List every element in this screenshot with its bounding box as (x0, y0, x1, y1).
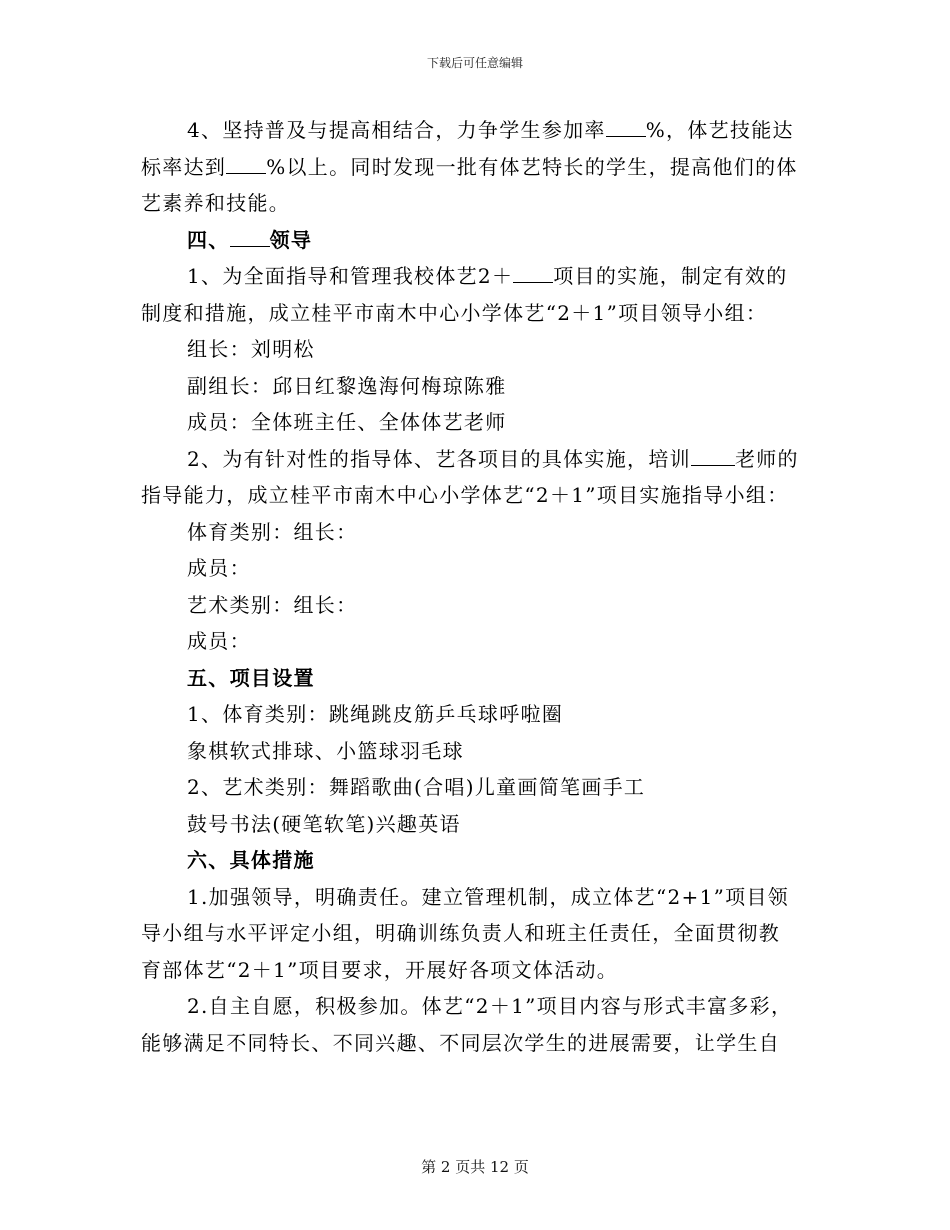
text: 四、 (187, 227, 230, 252)
paragraph-line: 鼓号书法(硬笔软笔)兴趣英语 (187, 811, 461, 836)
paragraph-line (141, 258, 811, 295)
paragraph-line: 象棋软式排球、小篮球羽毛球 (187, 738, 464, 763)
paragraph-line: 副组长：邱日红黎逸海何梅琼陈雅 (187, 373, 507, 398)
paragraph-line: 1.加强领导，明确责任。建立管理机制，成立体艺“2+1”项目领 (187, 884, 790, 909)
text: %，体艺技能达 (645, 118, 794, 142)
paragraph-line: 1、体育类别：跳绳跳皮筋乒乓球呼啦圈 (187, 702, 564, 726)
blank-underline (230, 222, 270, 247)
text: 领导 (269, 227, 313, 252)
text: 2、为有针对性的指导体、艺各项目的具体实施，培训 (187, 446, 691, 471)
document-body (141, 112, 811, 1061)
paragraph-line: 指导能力，成立桂平市南木中心小学体艺“2＋1”项目实施指导小组： (141, 483, 789, 507)
text: %以上。同时发现一批有体艺特长的学生，提高他们的体 (266, 154, 798, 179)
paragraph-line: 导小组与水平评定小组，明确训练负责人和班主任责任，全面贯彻教 (141, 921, 780, 945)
section-heading-6: 六、具体措施 (187, 848, 315, 872)
paragraph-line: 育部体艺“2＋1”项目要求，开展好各项文体活动。 (141, 957, 619, 982)
text: 项目的实施，制定有效的 (553, 264, 788, 288)
paragraph-line: 能够满足不同特长、不同兴趣、不同层次学生的进展需要，让学生自 (141, 1030, 780, 1055)
paragraph-line: 2.自主自愿，积极参加。体艺“2＋1”项目内容与形式丰富多彩， (187, 994, 793, 1018)
paragraph-line: 制度和措施，成立桂平市南木中心小学体艺“2＋1”项目领导小组： (141, 300, 768, 325)
text: 老师的 (734, 446, 799, 471)
paragraph-line: 艺素养和技能。 (141, 191, 291, 215)
paragraph-line: 艺术类别：组长： (187, 592, 358, 617)
blank-underline (606, 112, 646, 137)
blank-underline (513, 258, 553, 283)
blank-underline (226, 149, 266, 174)
text: 标率达到 (141, 154, 227, 179)
paragraph-line: 成员：全体班主任、全体体艺老师 (187, 410, 507, 434)
text: 1、为全面指导和管理我校体艺2＋ (187, 264, 514, 288)
page-number-footer: 第 2 页共 12 页 (421, 1158, 529, 1176)
paragraph-line: 2、艺术类别：舞蹈歌曲(合唱)儿童画简笔画手工 (187, 775, 646, 799)
section-heading-5: 五、项目设置 (187, 665, 315, 690)
paragraph-line (141, 441, 811, 478)
paragraph-line (141, 149, 811, 186)
section-heading-4 (141, 222, 811, 259)
paragraph-line: 组长：刘明松 (187, 337, 315, 361)
paragraph-line (141, 112, 811, 149)
blank-underline (691, 441, 735, 466)
paragraph-line: 体育类别：组长： (187, 519, 358, 544)
page-header-note: 下载后可任意编辑 (426, 56, 523, 70)
text: 4、坚持普及与提高相结合，力争学生参加率 (187, 118, 606, 142)
paragraph-line: 成员： (187, 629, 251, 653)
paragraph-line: 成员： (187, 556, 251, 580)
